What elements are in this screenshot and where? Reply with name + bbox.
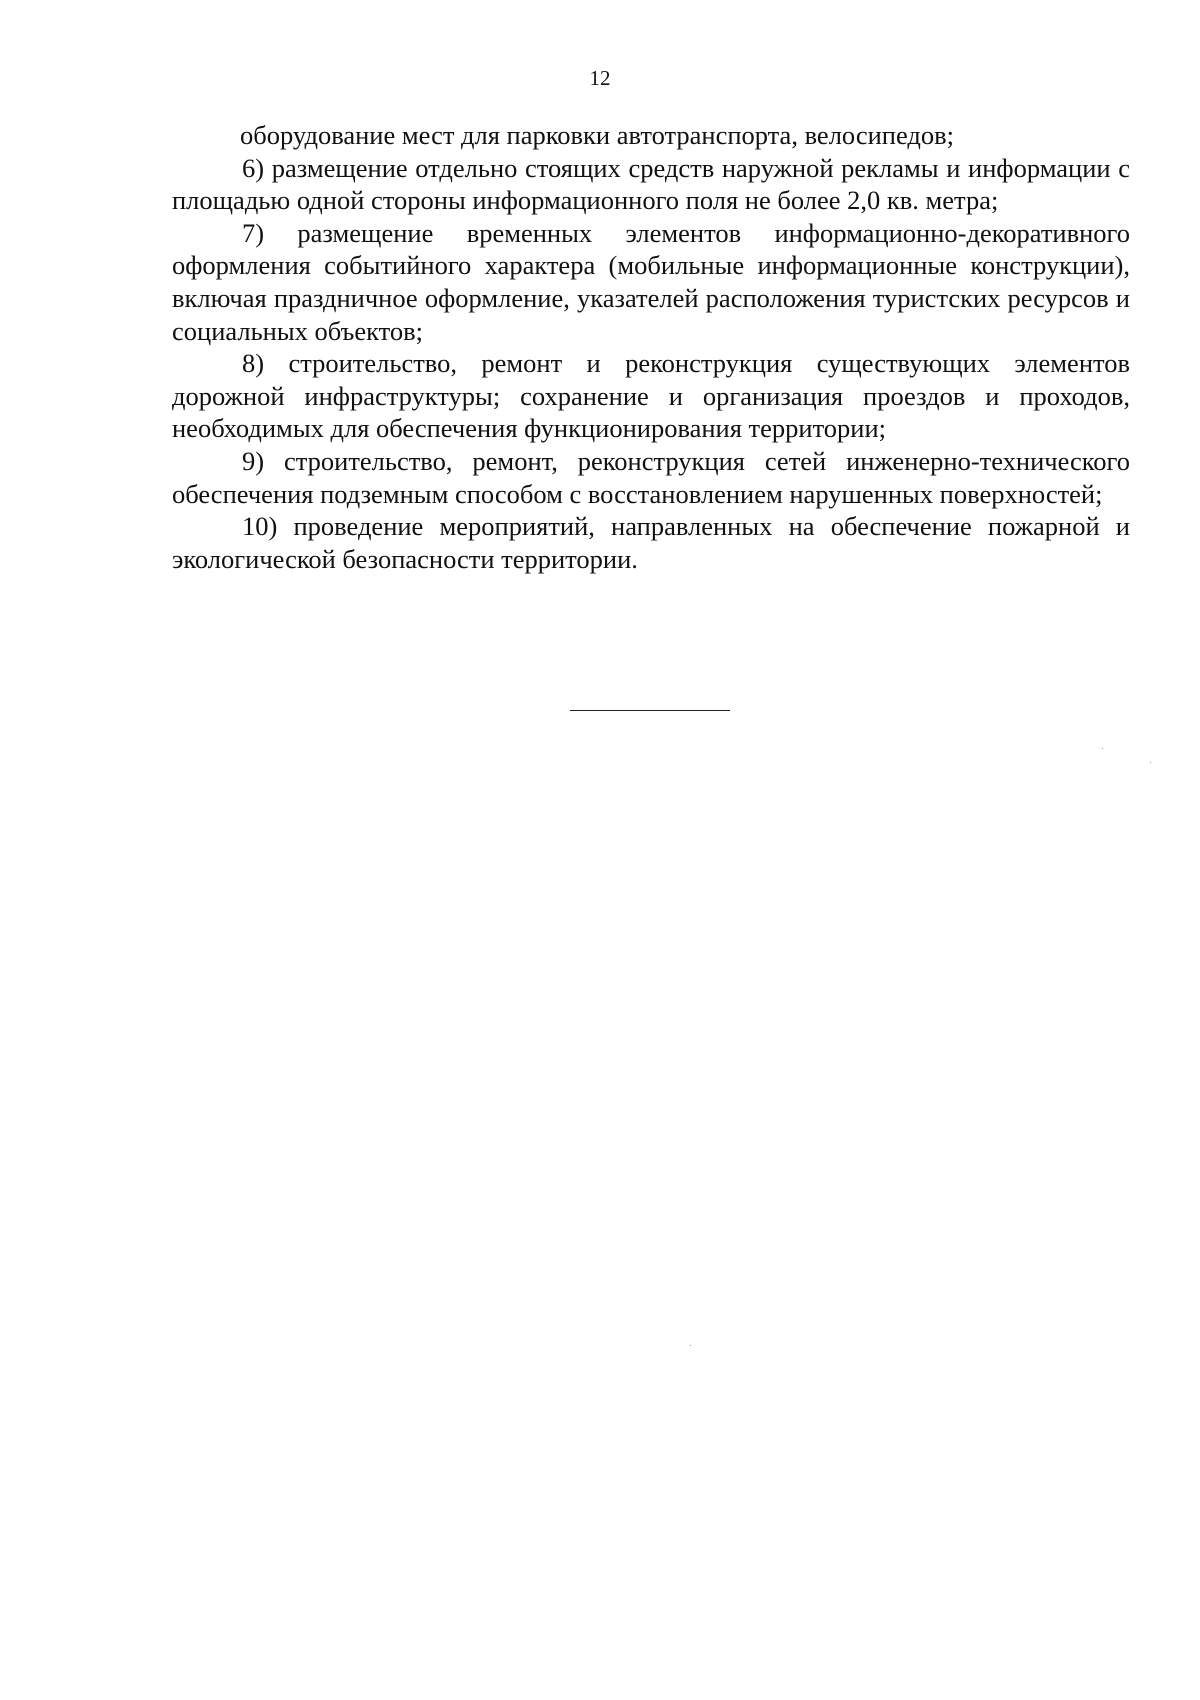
document-body (172, 119, 1130, 575)
paragraph-continuation: оборудование мест для парковки автотранспорта, велосипедов; (240, 120, 954, 150)
list-item-6: 6) размещение отдельно стоящих средств наружной рекламы и информации с площадью одной стороны информационного поля не более 2,0 кв. метра; (172, 152, 1130, 216)
list-item-10: 10) проведение мероприятий, направленных на обеспечение пожарной и экологической безопасности территории. (172, 511, 1130, 574)
scan-speck (690, 1345, 691, 1346)
end-of-text-rule (570, 710, 730, 711)
scan-speck (1150, 762, 1151, 763)
list-item-7: 7) размещение временных элементов информационно-декоративного оформления событийного характера (мобильные информационные конструкции), включая праздничное оформление, указателей расположения туристских ресурсов и социальных объектов; (172, 217, 1130, 346)
list-item-8: 8) строительство, ремонт и реконструкция существующих элементов дорожной инфраструктуры; сохранение и организация проездов и проходов, необходимых для обеспечения функционирования территории; (172, 348, 1130, 444)
list-item-9: 9) строительство, ремонт, реконструкция сетей инженерно-технического обеспечения подземным способом с восстановлением нарушенных поверхностей; (172, 445, 1130, 509)
page-number: 12 (589, 66, 611, 90)
scan-speck (1102, 748, 1103, 749)
